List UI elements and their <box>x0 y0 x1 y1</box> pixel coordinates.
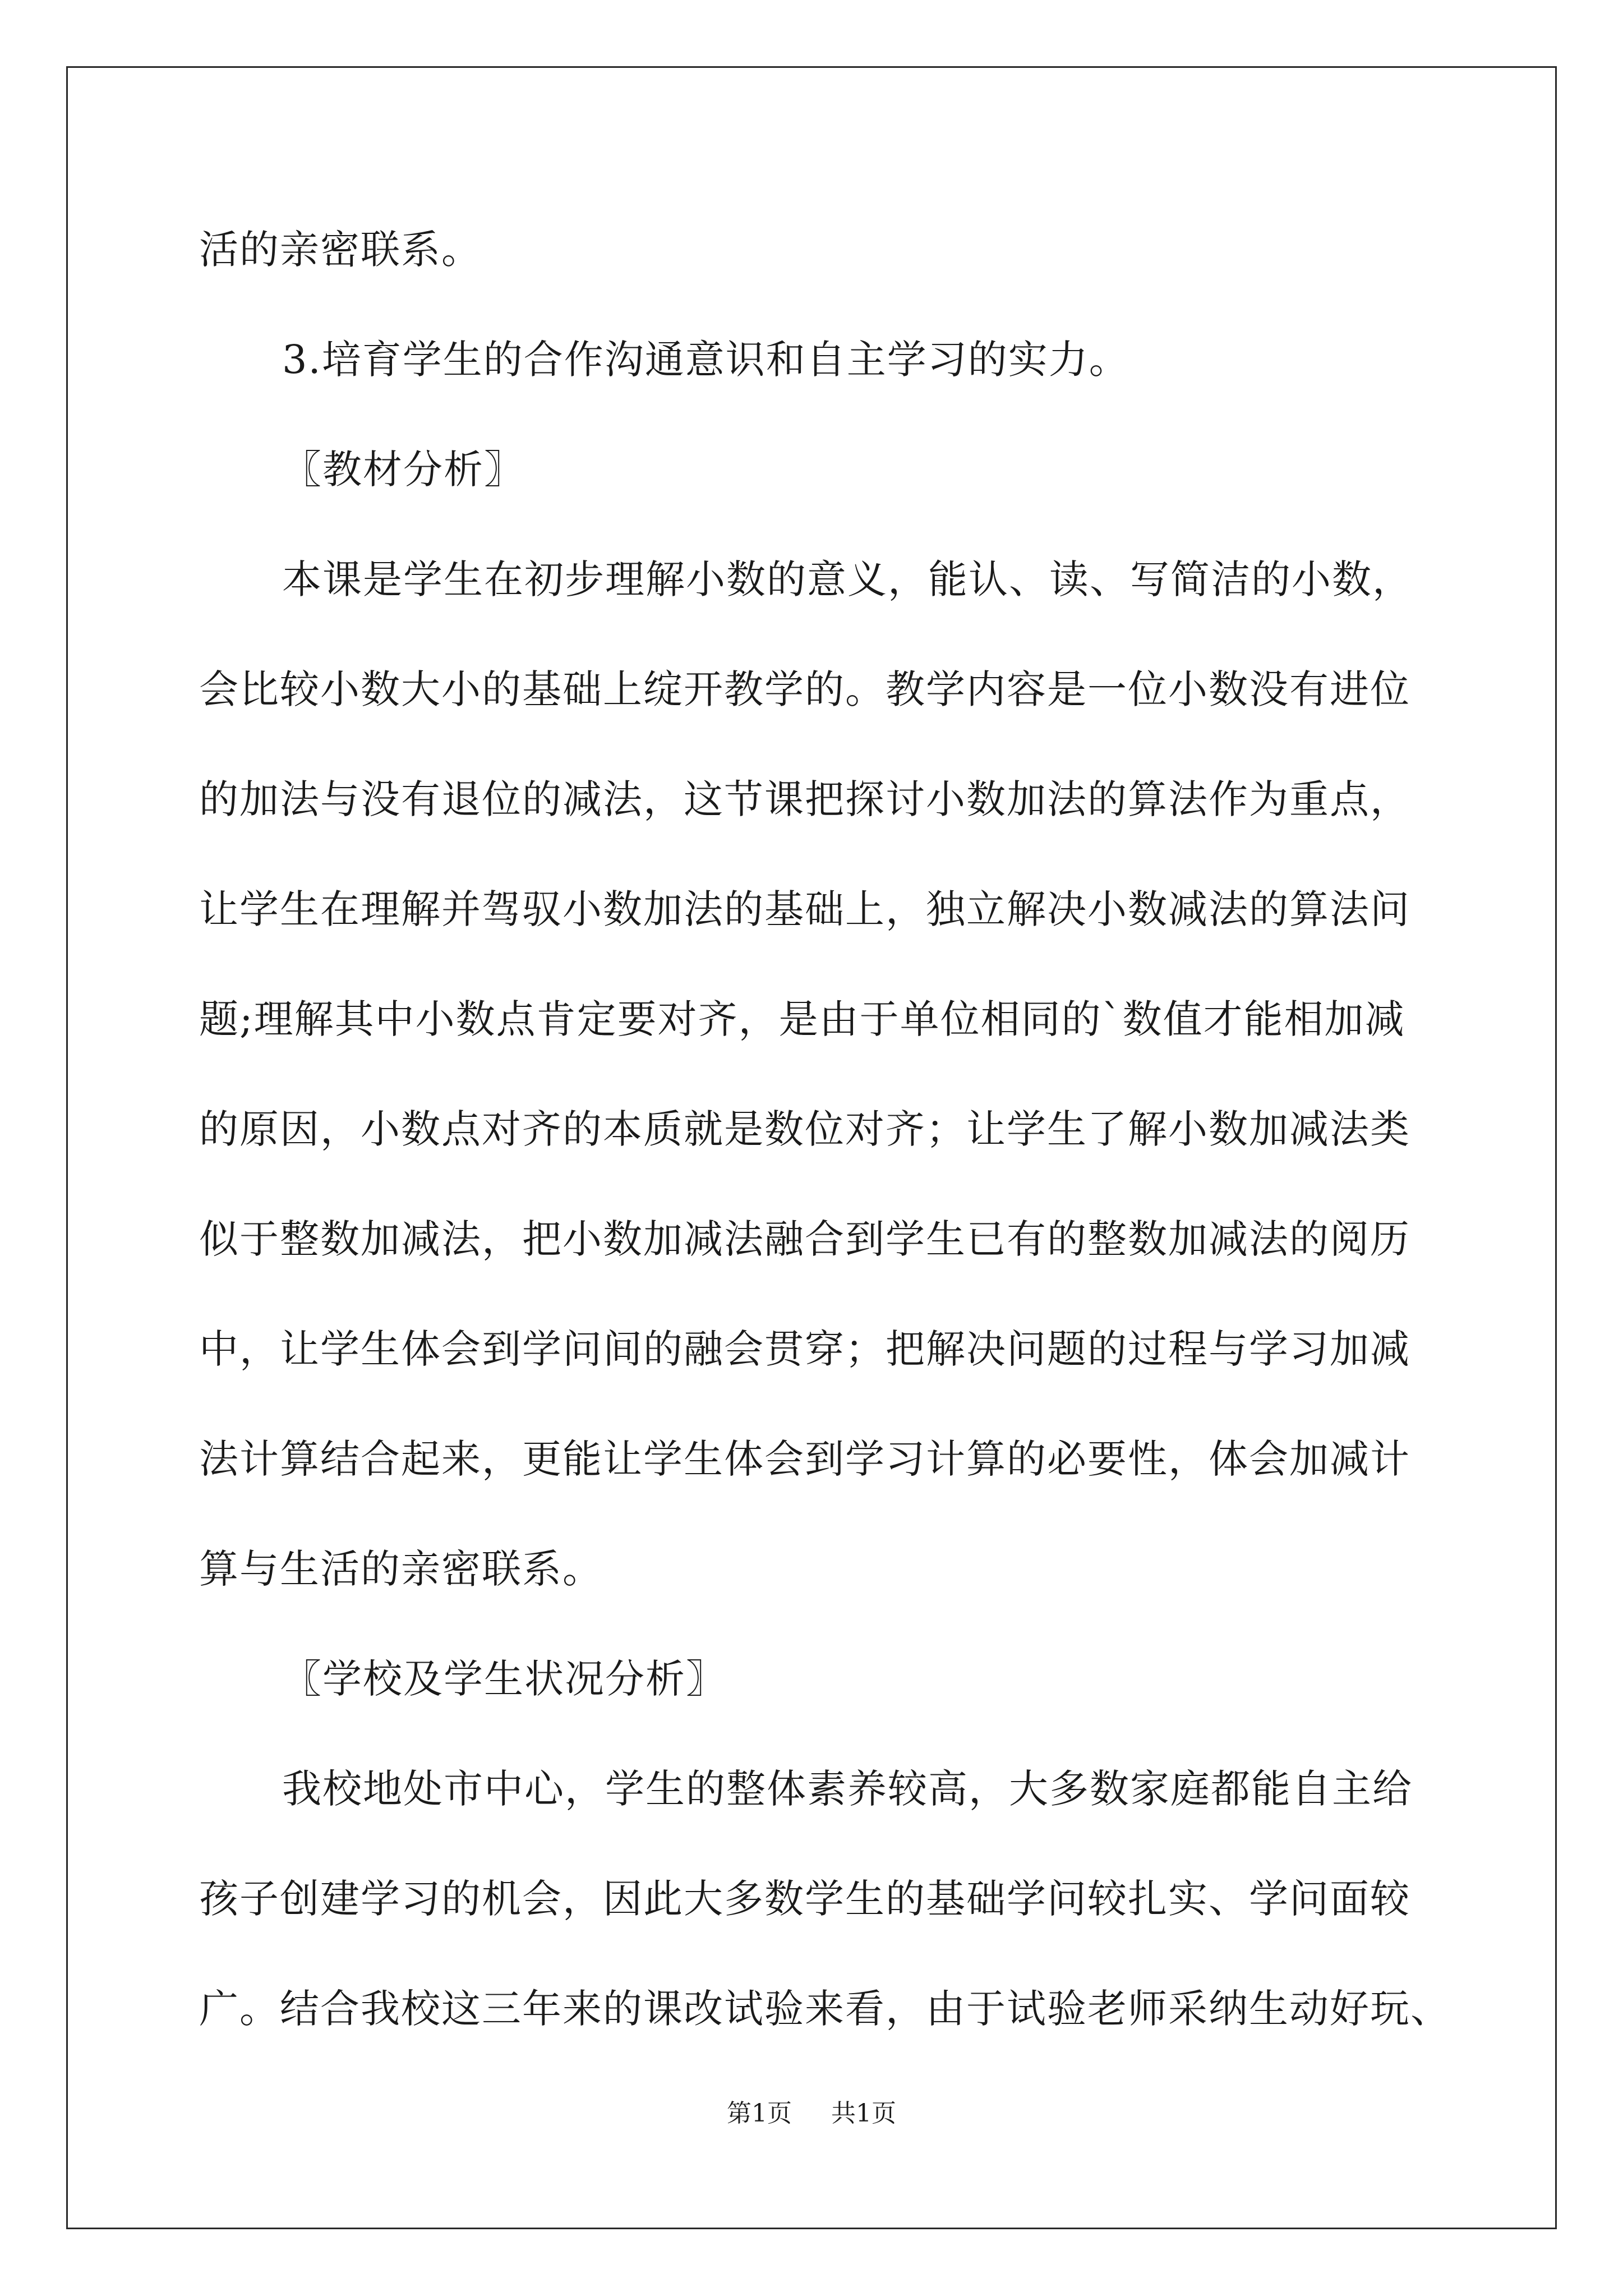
text-line: 的原因，小数点对齐的本质就是数位对齐；让学生了解小数加减法类 <box>199 1106 1410 1152</box>
text-line: 会比较小数大小的基础上绽开教学的。教学内容是一位小数没有进位 <box>199 666 1410 712</box>
text-line: 活的亲密联系。 <box>199 227 482 273</box>
page-number: 第1页 <box>727 2099 792 2128</box>
text-line: 算与生活的亲密联系。 <box>199 1546 603 1592</box>
section-heading: 〖学校及学生状况分析〗 <box>282 1656 726 1702</box>
section-heading: 〖教材分析〗 <box>282 447 524 493</box>
document-body <box>199 219 1451 2088</box>
text-line: 我校地处市中心，学生的整体素养较高，大多数家庭都能自主给 <box>282 1766 1413 1812</box>
text-line: 广。结合我校这三年来的课改试验来看，由于试验老师采纳生动好玩、 <box>199 1986 1451 2032</box>
text-line: 让学生在理解并驾驭小数加法的基础上，独立解决小数减法的算法问 <box>199 886 1410 932</box>
text-line: 似于整数加减法，把小数加减法融合到学生已有的整数加减法的阅历 <box>199 1216 1410 1262</box>
text-line: 中，让学生体会到学问间的融会贯穿；把解决问题的过程与学习加减 <box>199 1326 1410 1372</box>
text-line: 3.培育学生的合作沟通意识和自主学习的实力。 <box>282 337 1129 383</box>
text-line: 孩子创建学习的机会，因此大多数学生的基础学问较扎实、学问面较 <box>199 1876 1410 1922</box>
text-line: 题;理解其中小数点肯定要对齐，是由于单位相同的`数值才能相加减 <box>199 996 1405 1042</box>
page-footer <box>0 2097 1623 2131</box>
text-line: 的加法与没有退位的减法，这节课把探讨小数加法的算法作为重点， <box>199 776 1410 822</box>
text-line: 本课是学生在初步理解小数的意义，能认、读、写简洁的小数， <box>282 556 1413 602</box>
text-line: 法计算结合起来，更能让学生体会到学习计算的必要性，体会加减计 <box>199 1436 1410 1482</box>
page-total: 共1页 <box>831 2099 896 2128</box>
